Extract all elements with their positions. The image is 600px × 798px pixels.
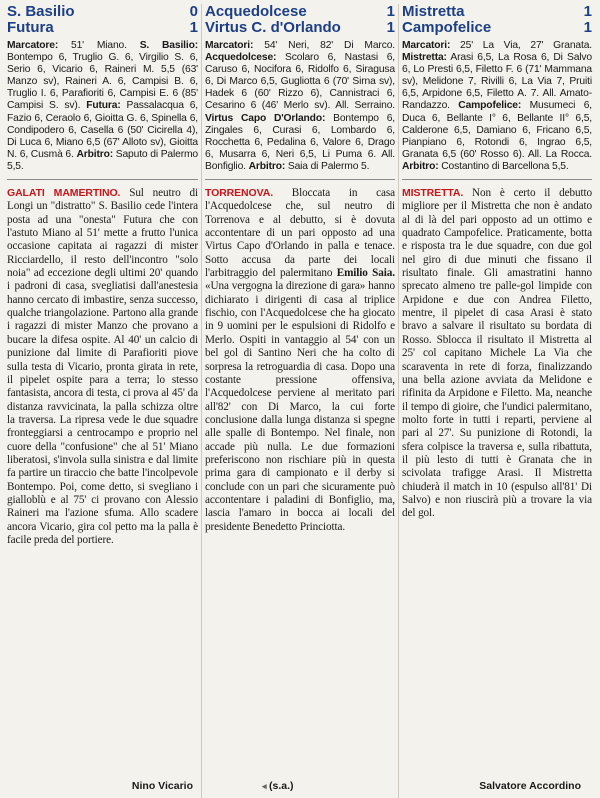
away-team-name: Futura: [7, 20, 54, 36]
referee-text: Costantino di Barcellona 5,5.: [438, 160, 569, 172]
article-column-3: [398, 4, 595, 798]
match-report: [402, 187, 592, 521]
author-signature: Nino Vicario: [131, 780, 193, 792]
referee-label: Arbitro:: [76, 148, 114, 160]
report-kicker: GALATI MAMERTINO.: [7, 187, 121, 200]
referee-label: Arbitro:: [402, 160, 439, 172]
author-signature: Salvatore Accordino: [479, 780, 581, 792]
match-score-header: [205, 4, 395, 36]
away-lineup-label: Virtus Capo D'Orlando:: [205, 112, 326, 124]
article-column-2: [201, 4, 398, 798]
home-team-score: 0: [189, 3, 198, 20]
author-signature: [262, 780, 294, 792]
scorers-text: 25' La Via, 27' Granata.: [450, 40, 592, 51]
away-lineup-text: Musumeci 6, Duca 6, Bellante I° 6, Bellante II° 6,5, Calderone 6,5, Damiano 6, Fricano 6,5, Pianpiano 6, Rotondi 6, Ingrao 6,5, Granata 6,5 (60' Rosso 6). All. La Rocca.: [402, 100, 592, 160]
home-team-name: S. Basilio: [7, 4, 75, 20]
away-team-name: Campofelice: [402, 20, 492, 36]
scorers-label: Marcatori:: [205, 40, 254, 51]
report-text-part-2: «Una vergogna la direzione di gara» hanno dichiarato i dirigenti di casa al triplice fischio, con l'Acquedolcese che ha giocato in 9 uomini per le espulsioni di Ridolfo e Merlo. Ospiti in vantaggio al 54' con un bel gol di Santino Neri che ha colto di sorpresa la retroguardia di casa. Dopo una costante pressione offensiva, l'Acquedolcese perviene al meritato pari all'82' con Di Marco, la cui forte conclusione dalla lunga distanza si spegne alle spalle di Bontempo. Nel finale, non accade più nulla. Le due formazioni preferiscono non rischiare più in questa prima gara di campionato e il derby si conclude con un pari che sicuramente può accontentare i paladini di Bonfiglio, ma, lascia l'amaro in bocca ai locali del presidente Benedetto Princiotta.: [205, 280, 395, 533]
scorer-label: Marcatore:: [7, 40, 59, 51]
scorer-text: 51' Miano.: [58, 40, 140, 51]
home-lineup-label: Mistretta:: [402, 52, 447, 64]
report-referee-name: Emilio Saia.: [336, 267, 395, 280]
away-lineup-label: Campofelice:: [458, 100, 522, 112]
home-team-score: 1: [583, 3, 592, 20]
match-report: [205, 187, 395, 534]
away-team-score: 1: [583, 19, 592, 36]
scorers-label: Marcatori:: [402, 40, 451, 51]
away-lineup-text: Bontempo 6, Zingales 6, Curasi 6, Lombardo 6, Rocchetta 6, Pedalina 6, Valore 6, Drago 6, Musarra 6, Neri 6,5, Li Puma 6. All. Bonfiglio.: [205, 112, 395, 172]
referee-text: Saia di Palermo 5.: [285, 160, 370, 172]
away-lineup-text: Passalacqua 6, Fazio 6, Ceraolo 6, Gioitta G. 6, Spinella 6, Condipodero 6, Casella 6 (50' Cicirella 4), Di Luca 6, Miano 6,5 (67' Alloto sv), Gioitta N. 6, Cusmà 6.: [7, 100, 198, 160]
home-lineup-text: Scolaro 6, Nastasi 6, Caruso 6, Nocifora 6, Ridolfo 6, Siragusa 6, Di Marco 6,5, Gugliotta 6 (70' Sirna sv), Hadek 6 (60' Rizzo 6), Cannistraci 6, Cesarino 6 (46' Merlo sv). All. Serraino.: [205, 52, 395, 112]
match-score-header: [7, 4, 198, 36]
away-team-name: Virtus C. d'Orlando: [205, 20, 341, 36]
away-team-score: 1: [386, 19, 395, 36]
report-text: Sul neutro di Longi un "distratto" S. Basilio cede l'intera posta ad una "onesta" Futura che con l'astuto Miano al 51' mette a frutto l'unica occasione capitata ai ragazzi di mister Ricciardello, il resto dell'incontro "solo noia" ad eccezione degli ultimi 20' quando i padroni di casa, svegliatisi dall'anestesia hanno cercato di imbastire, senza successo, qualche triangolazione. Partono alla grande i ragazzi di mister Manzo che provano a bucare la difesa ospite. Al 40' un calcio di punizione dal limite di Parafioriti piove sulla testa di Vicario, pronta girata in rete, il pipelet ospite para a terra; lo stesso fantasista, ancora di testa, ci prova al 45' da distanza ravvicinata, la palla schizza oltre la traversa. La ripresa vede le due squadre fronteggiarsi a centrocampo e proprio nel cuore della "confusione" che al 51' Miano liberatosi, s'invola sulla sinistra e dal limite fa partire un tiraccio che batte l'incolpevole Bontempo. Poi, come detto, si svegliano i gialloblù e al 75' ci provano con Alessio Raineri ma l'azione sfuma. Allo scadere ancora Vicario, gira col petto ma la palla è facile preda del portiere.: [7, 187, 198, 546]
home-team-name: Acquedolcese: [205, 4, 307, 20]
home-team-score: 1: [386, 3, 395, 20]
away-team-score: 1: [189, 19, 198, 36]
report-text: Non è certo il debutto migliore per il Mistretta che non è andato al di là del pari opposto ad un ottimo e quadrato Campofelice. Praticamente, botta e risposta tra le due squadre, con due gol nel giro di due minuti che fissano il risultato finale. Gli amastratini hanno sprecato almeno tre palle-gol limpide con Arpidone e due con Andrea Filetto, mentre, il pipelet di casa Arasi è stato bravo a salvare il risultato su bordata di Rosso. Sblocca il risultato il Mistretta al 25' col capitano Michele La Via che scaraventa in rete di forza, finalizzando una bella azione avviata da Melidone e rifinita da Arpidone e Filetto. Ma, neanche il tempo di gioire, che l'undici palermitano, molto forte in tutti i reparti, perviene al pari al 27'. Su punizione di Rotondi, la sfera colpisce la traversa e, sulla ribattuta, il più lesto di tutti è Granata che in scivolata trafigge Arasi. Il Mistretta chiuderà il match in 10 (espulso all'81' Di Salvo) e non riuscirà più a trovare la via del gol.: [402, 187, 592, 520]
home-team-name: Mistretta: [402, 4, 465, 20]
author-signature-text: (s.a.): [269, 780, 294, 792]
match-details-box: [402, 40, 592, 180]
home-lineup-text: Arasi 6,5, La Rosa 6, Di Salvo 6, Lo Presti 6,5, Filetto F. 6 (71' Mammana sv), Melidone 7, Rivilli 6, La Via 7, Pruiti 6,5, Arpidone 6,5, Filetto A. 7. All. Amato-Randazzo.: [402, 52, 592, 112]
article-column-1: [4, 4, 201, 798]
match-report: [7, 187, 198, 547]
away-lineup-label: Futura:: [86, 100, 121, 112]
home-lineup-label: Acquedolcese:: [205, 52, 277, 64]
referee-text: Saputo di Palermo 5,5.: [7, 148, 199, 172]
match-score-header: [402, 4, 592, 36]
match-details-box: [205, 40, 395, 180]
home-lineup-text: Bontempo 6, Truglio G. 6, Virgilio S. 6, Serio 6, Vicario 6, Raineri M. 5,5 (63' Manzo sv), Raineri A. 6, Campisi B. 6, Truglio I. 6, Parafioriti 6, Campisi E. 6 (85' Campisi S. sv).: [7, 52, 198, 112]
referee-label: Arbitro:: [248, 160, 286, 172]
report-kicker: TORRENOVA.: [205, 187, 274, 200]
match-details-box: [7, 40, 198, 180]
report-text-part-1: Bloccata in casa l'Acquedolcese che, sul neutro di Torrenova e al debutto, si è dovuta accontentare di un pari opposto ad una Virtus Capo d'Orlando in palla e tenace. Sotto accusa da parte dei locali l'arbitraggio del palermitano: [205, 187, 395, 280]
end-marker-icon: ◂: [262, 781, 270, 791]
scorers-text: 54' Neri, 82' Di Marco.: [253, 40, 395, 51]
home-lineup-label: S. Basilio:: [139, 40, 198, 51]
report-kicker: MISTRETTA.: [402, 187, 464, 200]
